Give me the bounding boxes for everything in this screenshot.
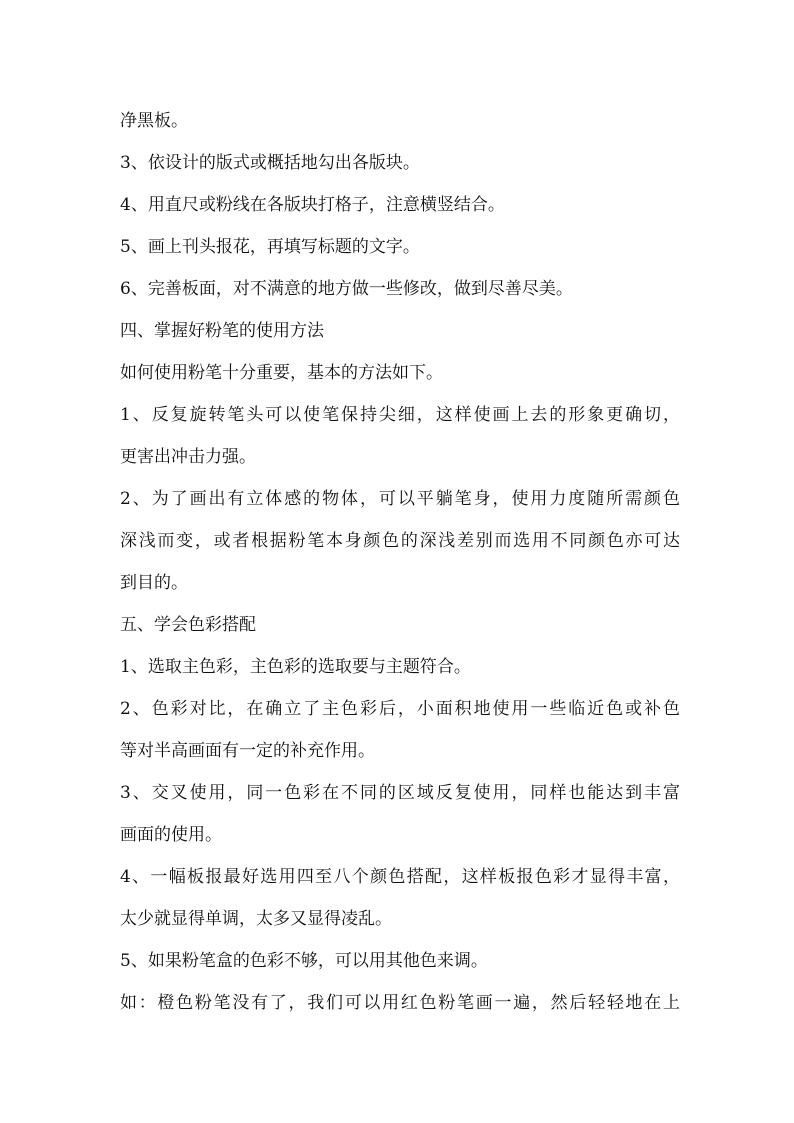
text-line: 净黑板。 bbox=[120, 111, 188, 131]
text-line: 3、依设计的版式或概括地勾出各版块。 bbox=[120, 153, 420, 173]
text-line: 2、为了画出有立体感的物体，可以平躺笔身，使用力度随所需颜色 bbox=[120, 489, 680, 509]
text-line: 5、画上刊头报花，再填写标题的文字。 bbox=[120, 237, 420, 257]
text-line: 3、交叉使用，同一色彩在不同的区域反复使用，同样也能达到丰富 bbox=[120, 783, 680, 803]
text-line: 6、完善板面，对不满意的地方做一些修改，做到尽善尽美。 bbox=[120, 279, 573, 299]
text-line: 4、一幅板报最好选用四至八个颜色搭配，这样板报色彩才显得丰富， bbox=[120, 867, 680, 887]
text-line: 如：橙色粉笔没有了，我们可以用红色粉笔画一遍，然后轻轻地在上 bbox=[120, 993, 680, 1013]
text-line: 更害出冲击力强。 bbox=[120, 447, 256, 467]
text-line: 等对半高画面有一定的补充作用。 bbox=[120, 741, 375, 761]
text-line: 画面的使用。 bbox=[120, 825, 222, 845]
text-line: 1、反复旋转笔头可以使笔保持尖细，这样使画上去的形象更确切， bbox=[120, 405, 680, 425]
text-line: 2、色彩对比，在确立了主色彩后，小面积地使用一些临近色或补色 bbox=[120, 699, 680, 719]
section-heading: 五、学会色彩搭配 bbox=[120, 615, 256, 635]
text-line: 到目的。 bbox=[120, 573, 188, 593]
text-line: 1、选取主色彩，主色彩的选取要与主题符合。 bbox=[120, 657, 471, 677]
text-line: 太少就显得单调，太多又显得凌乱。 bbox=[120, 909, 392, 929]
document-body bbox=[120, 100, 680, 1024]
text-line: 5、如果粉笔盒的色彩不够，可以用其他色来调。 bbox=[120, 951, 488, 971]
text-line: 4、用直尺或粉线在各版块打格子，注意横竖结合。 bbox=[120, 195, 505, 215]
section-heading: 四、掌握好粉笔的使用方法 bbox=[120, 321, 324, 341]
text-line: 如何使用粉笔十分重要，基本的方法如下。 bbox=[120, 363, 443, 383]
text-line: 深浅而变，或者根据粉笔本身颜色的深浅差别而选用不同颜色亦可达 bbox=[120, 531, 680, 551]
